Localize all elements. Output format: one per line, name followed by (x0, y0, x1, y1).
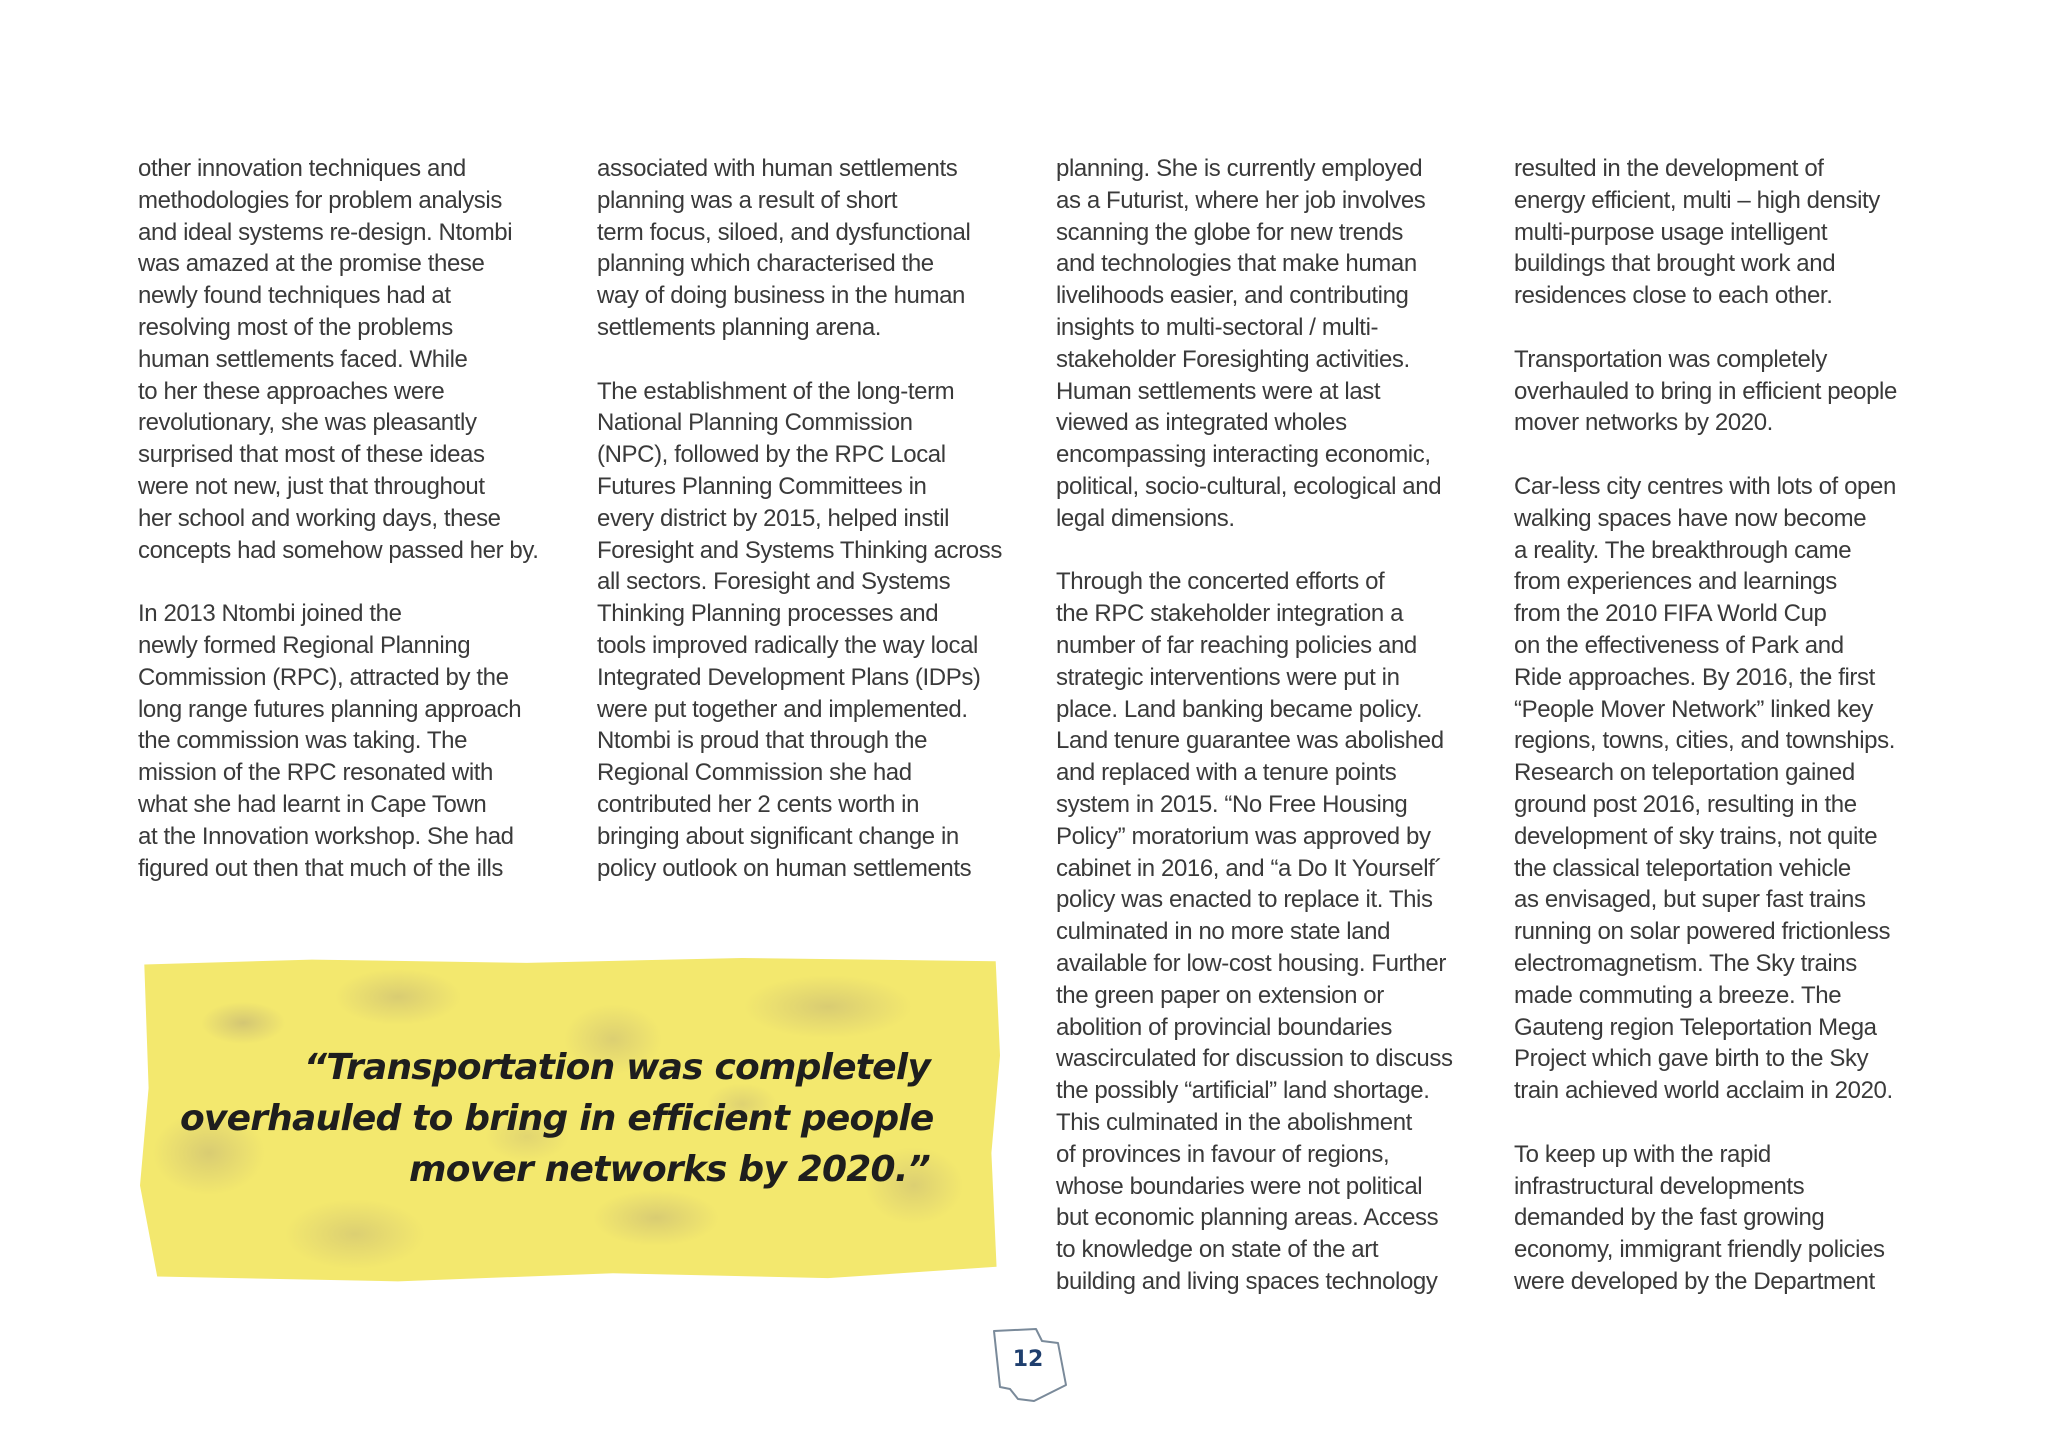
text-column-2 (597, 153, 1042, 884)
text-line: every district by 2015, helped instil (597, 504, 950, 532)
text-line: at the Innovation workshop. She had (138, 822, 514, 850)
text-line: abolition of provincial boundaries (1056, 1013, 1392, 1041)
text-column-1 (138, 153, 583, 884)
text-line: other innovation techniques and (138, 155, 466, 182)
text-line: as envisaged, but super fast trains (1514, 886, 1866, 914)
text-line: infrastructural developments (1514, 1172, 1805, 1200)
pull-quote-line: overhauled to bring in efficient people (180, 1098, 934, 1139)
text-line: buildings that brought work and (1514, 250, 1836, 278)
text-line: were not new, just that throughout (138, 472, 485, 500)
text-line: and technologies that make human (1056, 250, 1417, 278)
paragraph-gap (1056, 535, 1501, 567)
text-line: long range futures planning approach (138, 695, 522, 723)
text-line: walking spaces have now become (1514, 504, 1867, 532)
text-line: what she had learnt in Cape Town (138, 790, 487, 818)
text-line: Ntombi is proud that through the (597, 727, 928, 755)
page-number: 12 (1012, 1347, 1044, 1372)
text-column-3 (1056, 153, 1501, 1298)
text-line: associated with human settlements (597, 155, 958, 182)
text-line: train achieved world acclaim in 2020. (1514, 1077, 1893, 1105)
text-line: planning which characterised the (597, 250, 934, 278)
text-line: were developed by the Department (1514, 1267, 1875, 1295)
text-line: tools improved radically the way local (597, 631, 978, 659)
text-line: concepts had somehow passed her by. (138, 536, 539, 564)
text-line: Gauteng region Teleportation Mega (1514, 1013, 1877, 1041)
text-line: resulted in the development of (1514, 155, 1824, 182)
text-line: Foresight and Systems Thinking across (597, 536, 1002, 564)
text-line: and ideal systems re-design. Ntombi (138, 218, 513, 246)
text-line: available for low-cost housing. Further (1056, 949, 1446, 977)
paragraph-gap (597, 344, 1042, 376)
text-line: Policy” moratorium was approved by (1056, 822, 1431, 850)
text-line: number of far reaching policies and (1056, 631, 1417, 659)
text-line: policy outlook on human settlements (597, 854, 972, 882)
text-line: To keep up with the rapid (1514, 1140, 1771, 1168)
text-line: planning was a result of short (597, 186, 898, 214)
text-line: contributed her 2 cents worth in (597, 790, 920, 818)
text-line: resolving most of the problems (138, 313, 453, 341)
text-line: political, socio-cultural, ecological and (1056, 472, 1442, 500)
text-line: Project which gave birth to the Sky (1514, 1045, 1869, 1073)
text-line: culminated in no more state land (1056, 918, 1391, 946)
paragraph-gap (1514, 1107, 1959, 1139)
pull-quote-line: “Transportation was completely (303, 1047, 930, 1088)
text-line: newly found techniques had at (138, 282, 451, 310)
text-line: mission of the RPC resonated with (138, 759, 493, 787)
text-line: (NPC), followed by the RPC Local (597, 441, 946, 469)
paragraph-gap (1514, 312, 1959, 344)
text-line: to knowledge on state of the art (1056, 1236, 1379, 1264)
text-line: on the effectiveness of Park and (1514, 631, 1844, 659)
text-line: livelihoods easier, and contributing (1056, 282, 1409, 310)
text-line: policy was enacted to replace it. This (1056, 886, 1433, 914)
text-line: revolutionary, she was pleasantly (138, 409, 477, 437)
pull-quote (180, 1042, 934, 1195)
text-line: This culminated in the abolishment (1056, 1108, 1412, 1136)
text-line: surprised that most of these ideas (138, 441, 485, 469)
text-line: was amazed at the promise these (138, 250, 485, 278)
text-line: running on solar powered frictionless (1514, 918, 1891, 946)
text-line: cabinet in 2016, and “a Do It Yourself´ (1056, 854, 1443, 882)
text-line: insights to multi-sectoral / multi- (1056, 313, 1379, 341)
text-line: and replaced with a tenure points (1056, 759, 1397, 787)
text-line: planning. She is currently employed (1056, 155, 1423, 182)
text-line: In 2013 Ntombi joined the (138, 600, 402, 628)
text-line: the commission was taking. The (138, 727, 468, 755)
text-line: but economic planning areas. Access (1056, 1204, 1439, 1232)
text-line: human settlements faced. While (138, 345, 468, 373)
text-line: methodologies for problem analysis (138, 186, 502, 214)
text-line: bringing about significant change in (597, 822, 959, 850)
text-line: Human settlements were at last (1056, 377, 1381, 405)
text-line: economy, immigrant friendly policies (1514, 1236, 1885, 1264)
text-line: as a Futurist, where her job involves (1056, 186, 1426, 214)
text-line: were put together and implemented. (597, 695, 968, 723)
text-line: mover networks by 2020. (1514, 409, 1773, 437)
text-line: settlements planning arena. (597, 313, 882, 341)
text-line: Thinking Planning processes and (597, 600, 939, 628)
text-line: system in 2015. “No Free Housing (1056, 790, 1408, 818)
text-line: The establishment of the long-term (597, 377, 955, 405)
text-line: the possibly “artificial” land shortage. (1056, 1077, 1430, 1105)
text-line: Transportation was completely (1514, 345, 1827, 373)
text-line: Regional Commission she had (597, 759, 912, 787)
text-column-4 (1514, 153, 1959, 1298)
text-line: ground post 2016, resulting in the (1514, 790, 1857, 818)
text-line: energy efficient, multi – high density (1514, 186, 1880, 214)
text-line: stakeholder Foresighting activities. (1056, 345, 1410, 373)
text-line: regions, towns, cities, and townships. (1514, 727, 1895, 755)
text-line: way of doing business in the human (597, 282, 965, 310)
text-line: term focus, siloed, and dysfunctional (597, 218, 971, 246)
text-line: place. Land banking became policy. (1056, 695, 1423, 723)
text-line: the green paper on extension or (1056, 981, 1384, 1009)
text-line: a reality. The breakthrough came (1514, 536, 1852, 564)
pull-quote-line: mover networks by 2020.” (409, 1149, 930, 1190)
text-line: Integrated Development Plans (IDPs) (597, 663, 981, 691)
text-line: of provinces in favour of regions, (1056, 1140, 1390, 1168)
text-line: multi-purpose usage intelligent (1514, 218, 1828, 246)
text-line: figured out then that much of the ills (138, 854, 504, 882)
text-line: newly formed Regional Planning (138, 631, 471, 659)
text-line: Through the concerted efforts of (1056, 568, 1385, 596)
text-line: from the 2010 FIFA World Cup (1514, 600, 1827, 628)
text-line: residences close to each other. (1514, 282, 1833, 310)
text-line: National Planning Commission (597, 409, 913, 437)
text-line: all sectors. Foresight and Systems (597, 568, 951, 596)
text-line: from experiences and learnings (1514, 568, 1837, 596)
paragraph-gap (1514, 439, 1959, 471)
text-line: demanded by the fast growing (1514, 1204, 1825, 1232)
text-line: development of sky trains, not quite (1514, 822, 1878, 850)
text-line: her school and working days, these (138, 504, 501, 532)
text-line: Car-less city centres with lots of open (1514, 472, 1896, 500)
text-line: viewed as integrated wholes (1056, 409, 1347, 437)
text-line: overhauled to bring in efficient people (1514, 377, 1897, 405)
text-line: strategic interventions were put in (1056, 663, 1400, 691)
paragraph-gap (138, 566, 583, 598)
text-line: the classical teleportation vehicle (1514, 854, 1851, 882)
text-line: made commuting a breeze. The (1514, 981, 1842, 1009)
text-line: scanning the globe for new trends (1056, 218, 1404, 246)
text-line: wascirculated for discussion to discuss (1056, 1045, 1453, 1073)
text-line: Futures Planning Committees in (597, 472, 927, 500)
text-line: building and living spaces technology (1056, 1267, 1438, 1295)
text-line: encompassing interacting economic, (1056, 441, 1431, 469)
text-line: Land tenure guarantee was abolished (1056, 727, 1444, 755)
text-line: Research on teleportation gained (1514, 759, 1855, 787)
text-line: the RPC stakeholder integration a (1056, 600, 1404, 628)
text-line: whose boundaries were not political (1056, 1172, 1423, 1200)
text-line: to her these approaches were (138, 377, 445, 405)
text-line: legal dimensions. (1056, 504, 1235, 532)
text-line: Commission (RPC), attracted by the (138, 663, 509, 691)
text-line: Ride approaches. By 2016, the first (1514, 663, 1875, 691)
text-line: “People Mover Network” linked key (1514, 695, 1873, 723)
text-line: electromagnetism. The Sky trains (1514, 949, 1857, 977)
